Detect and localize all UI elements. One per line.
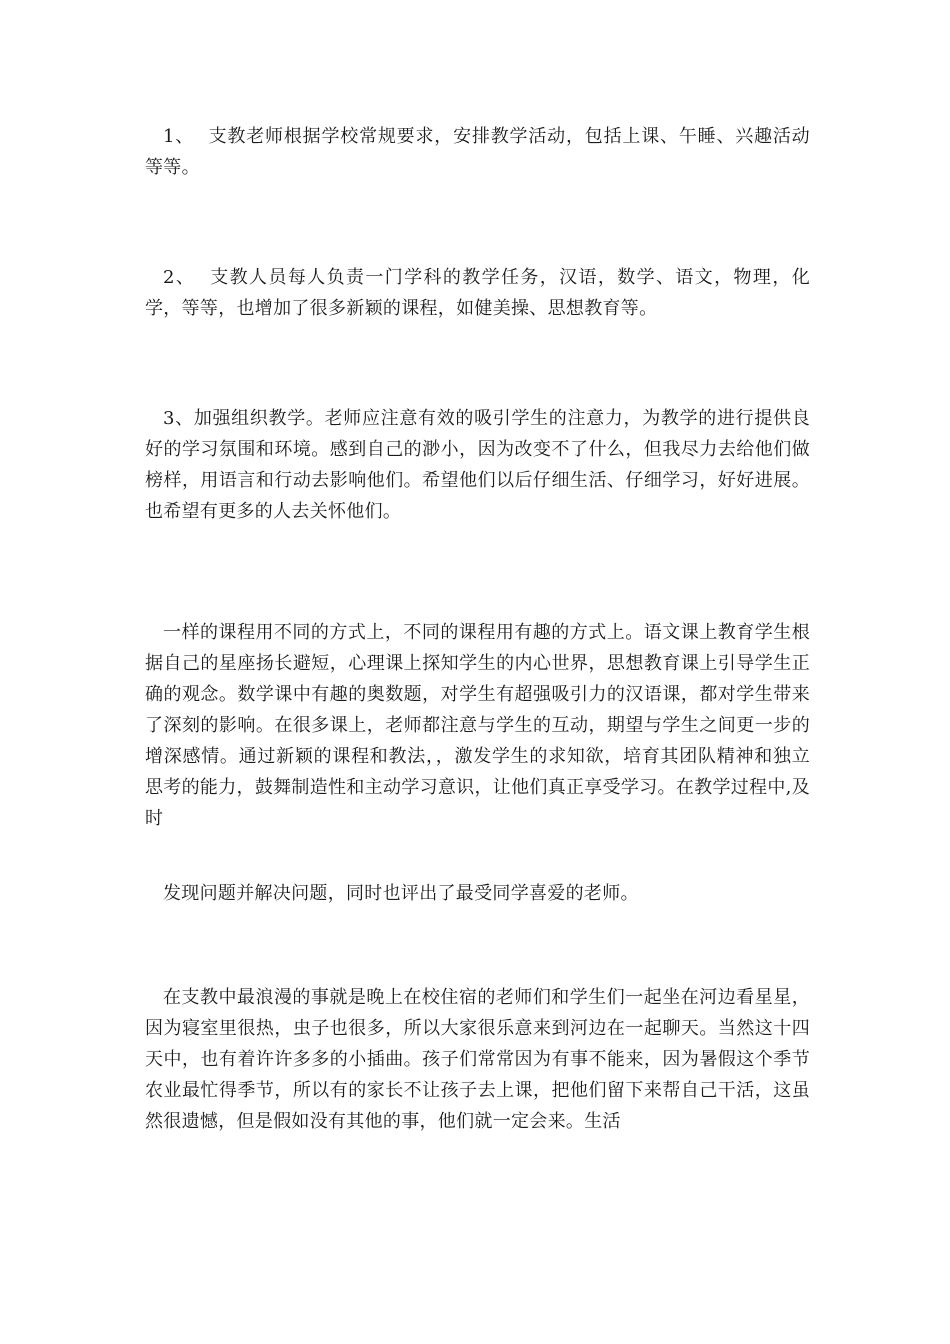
paragraph-2 bbox=[145, 262, 810, 324]
paragraph-3: 3、加强组织教学。老师应注意有效的吸引学生的注意力，为教学的进行提供良好的学习氛围和环境。感到自己的渺小，因为改变不了什么，但我尽力去给他们做榜样，用语言和行动去影响他们。希望他们以后仔细生活、仔细学习，好好进展。也希望有更多的人去关怀他们。 bbox=[145, 408, 810, 522]
paragraph-1-number: 1、 bbox=[163, 126, 195, 147]
paragraph-2-text: 支教人员每人负责一门学科的教学任务，汉语，数学、语文，物理，化学，等等，也增加了很多新颖的课程，如健美操、思想教育等。 bbox=[145, 267, 810, 319]
paragraph-2-number: 2、 bbox=[163, 267, 196, 288]
paragraph-5: 在支教中最浪漫的事就是晚上在校住宿的老师们和学生们一起坐在河边看星星，因为寝室里很热，虫子也很多，所以大家很乐意来到河边在一起聊天。当然这十四天中，也有着许许多多的小插曲。孩子们常常因为有事不能来，因为暑假这个季节农业最忙得季节，所以有的家长不让孩子去上课，把他们留下来帮自己干活，这虽然很遗憾，但是假如没有其他的事，他们就一定会来。生活 bbox=[145, 987, 810, 1132]
paragraph-4: 一样的课程用不同的方式上，不同的课程用有趣的方式上。语文课上教育学生根据自己的星座扬长避短，心理课上探知学生的内心世界，思想教育课上引导学生正确的观念。数学课中有趣的奥数题，对学生有超强吸引力的汉语课，都对学生带来了深刻的影响。在很多课上，老师都注意与学生的互动，期望与学生之间更一步的增深感情。通过新颖的课程和教法，，激发学生的求知欲，培育其团队精神和独立思考的能力，鼓舞制造性和主动学习意识，让他们真正享受学习。在教学过程中,及时 bbox=[145, 622, 810, 829]
paragraph-4-continuation: 发现问题并解决问题，同时也评出了最受同学喜爱的老师。 bbox=[163, 883, 639, 904]
paragraph-1 bbox=[145, 121, 810, 183]
paragraph-1-text: 支教老师根据学校常规要求，安排教学活动，包括上课、午睡、兴趣活动等等。 bbox=[145, 126, 810, 178]
